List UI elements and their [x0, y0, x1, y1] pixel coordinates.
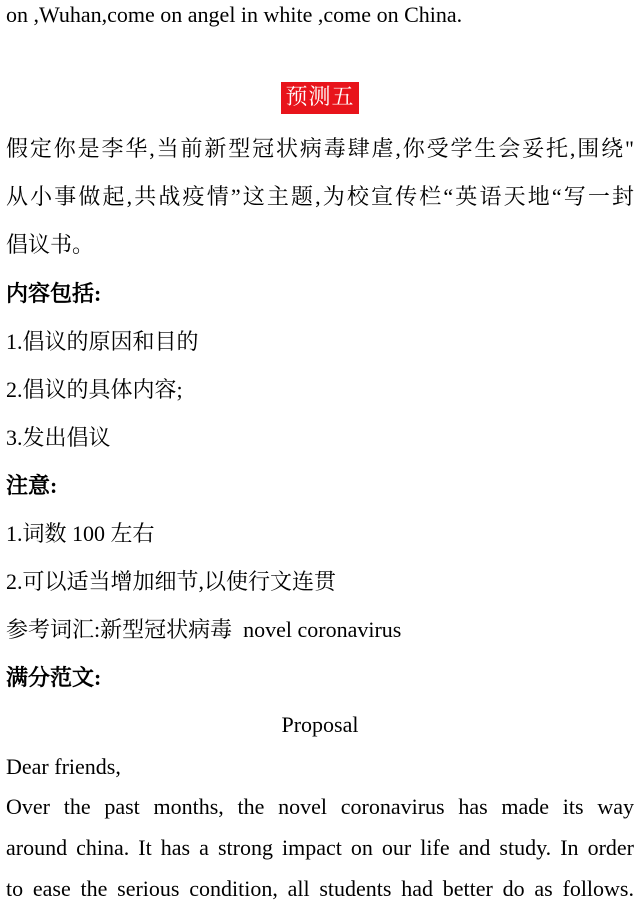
essay-title: Proposal: [281, 712, 359, 737]
essay-line-1: Over the past months, the novel coronavirus has made its way: [6, 794, 634, 819]
essay-salutation: Dear friends,: [6, 754, 121, 779]
content-item-3: 3.发出倡议: [6, 425, 111, 450]
notes-heading: 注意:: [6, 473, 58, 498]
model-essay-heading: 满分范文:: [6, 665, 102, 690]
vocab-line: 参考词汇:新型冠状病毒 novel coronavirus: [6, 617, 402, 642]
essay-line-2: around china. It has a strong impact on our life and study. In order: [6, 835, 634, 860]
content-item-2: 2.倡议的具体内容;: [6, 377, 183, 402]
prompt-line-3: 倡议书。: [6, 232, 95, 257]
previous-text-line: on ,Wuhan,come on angel in white ,come on China.: [6, 2, 463, 27]
section-badge: 预测五: [281, 82, 358, 114]
section-badge-wrap: [0, 82, 640, 114]
prompt-line-1: 假定你是李华,当前新型冠状病毒肆虐,你受学生会妥托,围绕": [6, 136, 634, 161]
essay-line-3: to ease the serious condition, all students had better do as follows.: [6, 876, 634, 901]
content-heading: 内容包括:: [6, 281, 102, 306]
note-2: 2.可以适当增加细节,以使行文连贯: [6, 569, 337, 594]
note-1: 1.词数 100 左右: [6, 521, 155, 546]
prompt-line-2: 从小事做起,共战疫情”这主题,为校宣传栏“英语天地“写一封: [6, 184, 634, 209]
content-item-1: 1.倡议的原因和目的: [6, 329, 199, 354]
